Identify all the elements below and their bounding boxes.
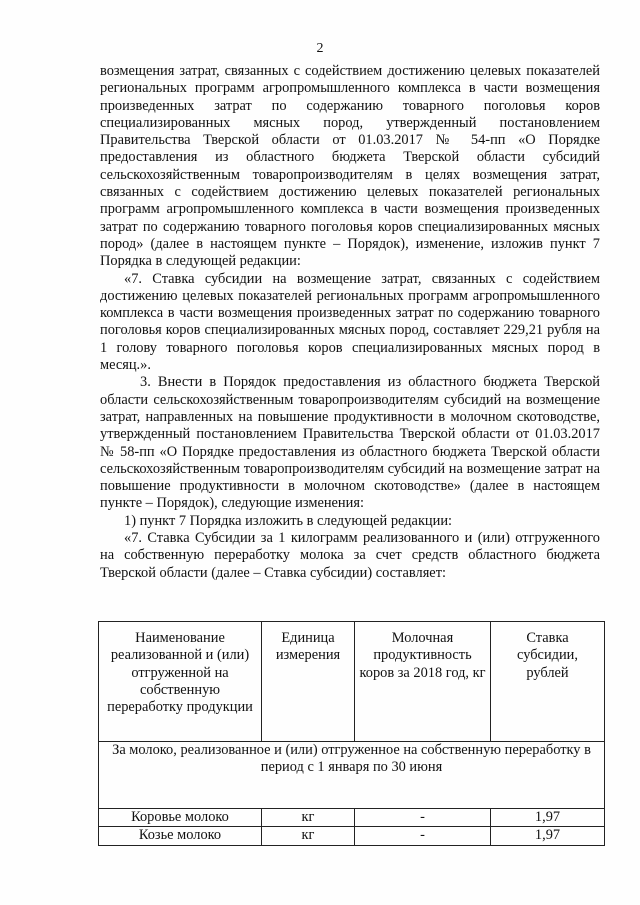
paragraph-2: «7. Ставка субсидии на возмещение затрат, связанных с содействием достижению целевых показателей региональных программ агропромышленного комплекса в части возмещения произведенных затрат по содержанию товарного поголовья коров специализированных мясных пород, составляет 229,21 рубля на 1 голову товарного поголовья коров специализированных мясных пород в месяц.». (100, 270, 600, 374)
body-text (100, 63, 600, 582)
header-product: Наименование реализованной и (или) отгруженной на собственную переработку продукции (99, 622, 262, 742)
subsidy-rate-table (98, 621, 605, 846)
cell-product: Коровье молоко (99, 809, 262, 827)
header-rate: Ставка субсидии, рублей (491, 622, 605, 742)
cell-product: Козье молоко (99, 827, 262, 845)
paragraph-5: «7. Ставка Субсидии за 1 килограмм реализованного и (или) отгруженного на собственную переработку молока за счет средств областного бюджета Тверской области (далее – Ставка субсидии) составляет: (100, 530, 600, 581)
header-productivity: Молочная продуктивность коров за 2018 год, кг (355, 622, 491, 742)
table-row (99, 809, 605, 827)
cell-rate: 1,97 (491, 809, 605, 827)
page-number: 2 (316, 41, 324, 56)
cell-unit: кг (262, 809, 355, 827)
cell-unit: кг (262, 827, 355, 845)
cell-productivity: - (355, 809, 491, 827)
section-title: За молоко, реализованное и (или) отгруженное на собственную переработку в период с 1 января по 30 июня (99, 742, 605, 809)
cell-productivity: - (355, 827, 491, 845)
paragraph-1: возмещения затрат, связанных с содействием достижению целевых показателей региональных программ агропромышленного комплекса в части возмещения произведенных затрат по содержанию товарного поголовья коров специализированных мясных пород, утвержденный постановлением Правительства Тверской области от 01.03.2017 № 54-пп «О Порядке предоставления из областного бюджета Тверской области субсидий сельскохозяйственным товаропроизводителям в целях возмещения затрат, связанных с содействием достижению целевых показателей региональных программ агропромышленного комплекса в части возмещения произведенных затрат по содержанию товарного поголовья коров специализированных мясных пород» (далее в настоящем пункте – Порядок), изменение, изложив пункт 7 Порядка в следующей редакции: (100, 63, 600, 270)
paragraph-3: 3. Внести в Порядок предоставления из областного бюджета Тверской области сельскохозяйственным товаропроизводителям субсидий на возмещение затрат, направленных на повышение продуктивности в молочном скотоводстве, утвержденный постановлением Правительства Тверской области от 01.03.2017 № 58-пп «О Порядке предоставления из областного бюджета Тверской области сельскохозяйственным товаропроизводителям субсидий на возмещение затрат на повышение продуктивности в молочном скотоводстве» (далее в настоящем пункте – Порядок), следующие изменения: (100, 374, 600, 512)
cell-rate: 1,97 (491, 827, 605, 845)
table-header-row (99, 622, 605, 742)
header-unit: Единица измерения (262, 622, 355, 742)
paragraph-4: 1) пункт 7 Порядка изложить в следующей редакции: (124, 512, 453, 529)
table-section-row (99, 742, 605, 809)
table-row (99, 827, 605, 845)
